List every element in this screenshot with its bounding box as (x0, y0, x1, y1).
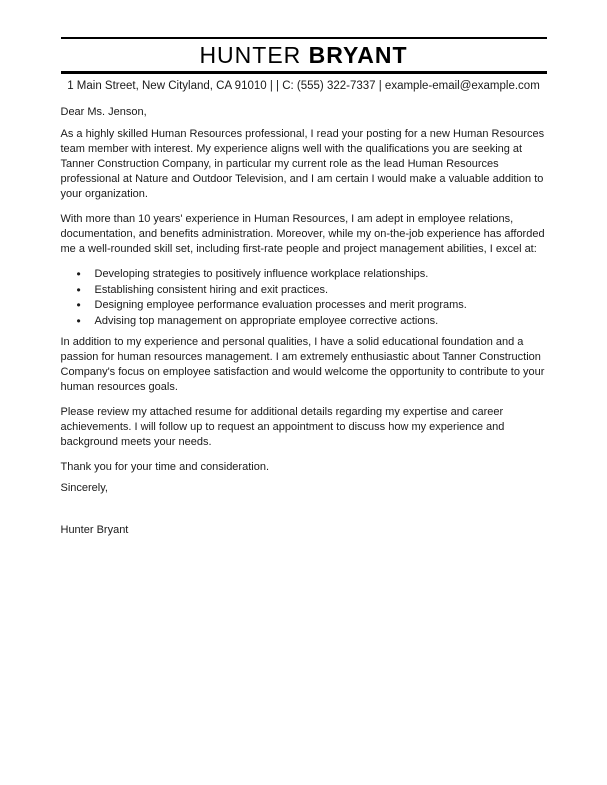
paragraph-enthusiasm: In addition to my experience and personal qualities, I have a solid educational foundation and a passion for human resources management. I am extremely enthusiastic about Tanner Construction Company's focus on employee satisfaction and would welcome the opportunity to contribute to your human resources goals. (60, 336, 545, 393)
bullet-icon: • (76, 282, 81, 297)
first-name: HUNTER (199, 42, 302, 68)
paragraph-follow-up: Please review my attached resume for additional details regarding my expertise and career achievements. I will follow up to request an appointment to discuss how my experience and background meets your needs. (60, 406, 505, 448)
list-item-text: Developing strategies to positively influence workplace relationships. (94, 268, 429, 280)
paragraph-experience: With more than 10 years' experience in Human Resources, I am adept in employee relations, documentation, and benefits administration. Moreover, while my on-the-job experience has afforded me a well-rounded skill set, including first-rate people and project management abilities, I excel at: (60, 213, 545, 255)
bullet-icon: • (76, 267, 81, 281)
signature-name: Hunter Bryant (60, 524, 129, 536)
greeting: Dear Ms. Jenson, (60, 106, 147, 118)
bullet-icon: • (76, 298, 81, 312)
bullet-icon: • (76, 313, 81, 328)
list-item (61, 298, 547, 314)
letter-content (61, 0, 547, 538)
paragraph-intro: As a highly skilled Human Resources professional, I read your posting for a new Human Resources team member with interest. My experience aligns well with the qualifications you are seeking at Tanner Construction Company, in particular my current role as the lead Human Resources professional at Nature and Outdoor Television, and I am certain I would make a valuable addition to your organization. (60, 128, 545, 200)
page-title (61, 39, 547, 71)
contact-info: 1 Main Street, New Cityland, CA 91010 | | C: (555) 322-7337 | example-email@example.com (67, 80, 540, 92)
list-item-text: Designing employee performance evaluation processes and merit programs. (94, 299, 467, 311)
skills-bullet-list (61, 267, 547, 329)
letter-body (61, 105, 547, 538)
thank-you-line: Thank you for your time and consideration. (60, 461, 270, 473)
letterhead (61, 37, 547, 93)
list-item-text: Establishing consistent hiring and exit practices. (94, 283, 329, 296)
list-item (61, 283, 547, 299)
header-divider-bottom (61, 71, 547, 74)
list-item (61, 267, 547, 283)
last-name: BRYANT (308, 42, 408, 68)
signoff: Sincerely, (60, 482, 108, 494)
list-item-text: Advising top management on appropriate employee corrective actions. (94, 314, 439, 327)
list-item (61, 314, 547, 330)
